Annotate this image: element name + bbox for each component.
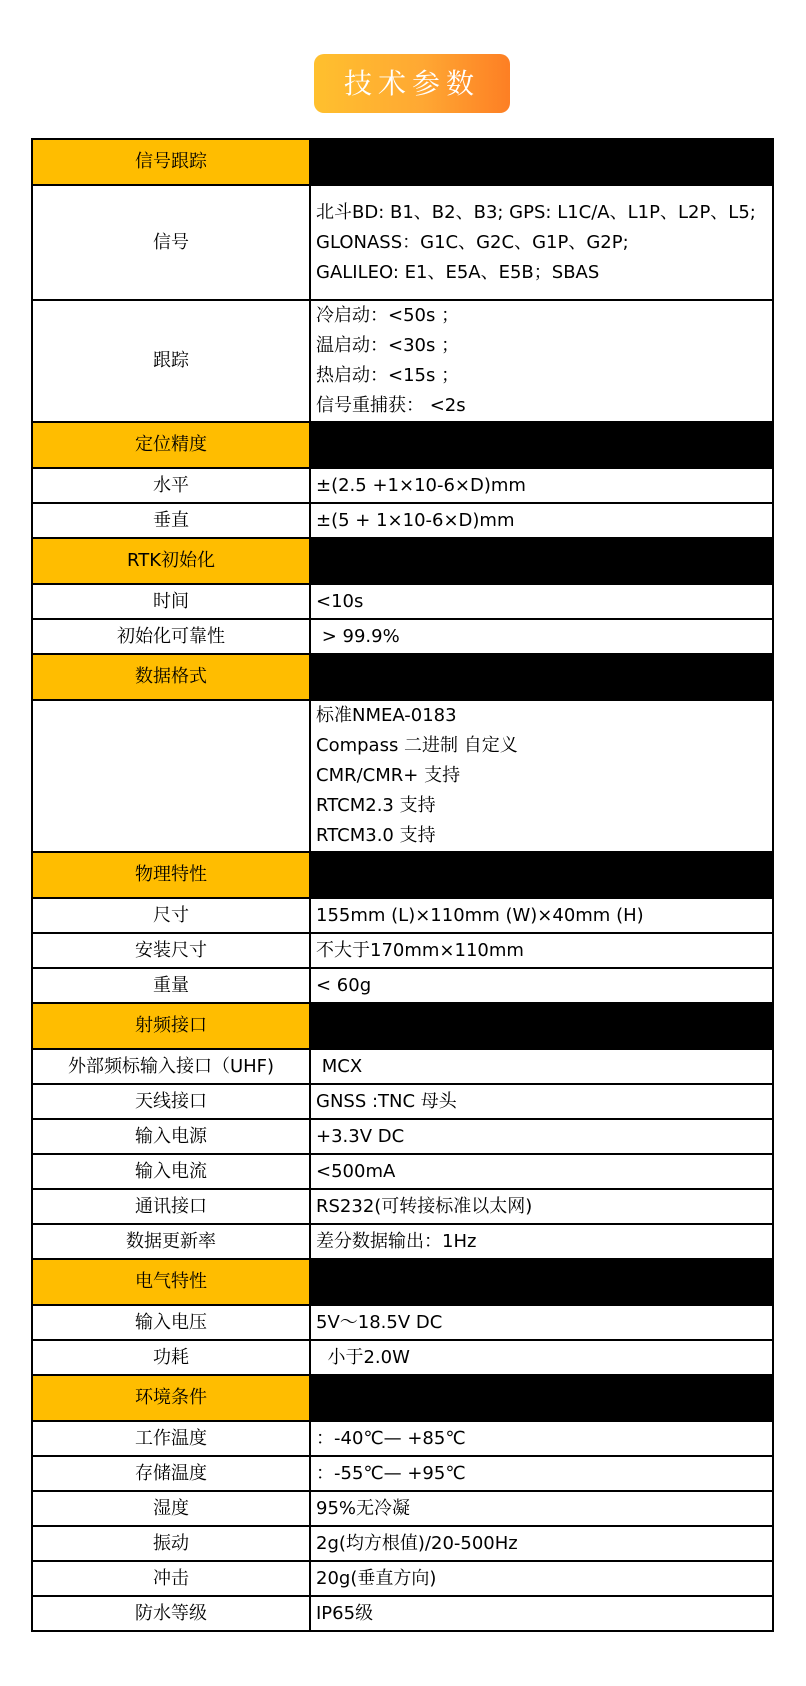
spec-value bbox=[310, 584, 773, 619]
spec-value-line: ±(2.5 +1×10-6×D)mm bbox=[316, 474, 526, 496]
spec-label: 安装尺寸 bbox=[32, 933, 310, 968]
spec-label: 输入电压 bbox=[32, 1305, 310, 1340]
spec-row bbox=[32, 503, 773, 538]
spec-value bbox=[310, 1224, 773, 1259]
spec-row bbox=[32, 1305, 773, 1340]
spec-value bbox=[310, 300, 773, 422]
spec-value-line: ±(5 + 1×10-6×D)mm bbox=[316, 509, 515, 531]
section-bar bbox=[310, 1003, 773, 1049]
spec-value bbox=[310, 1154, 773, 1189]
spec-value bbox=[310, 1596, 773, 1631]
spec-label: 防水等级 bbox=[32, 1596, 310, 1631]
spec-label: 重量 bbox=[32, 968, 310, 1003]
spec-value-line: 热启动：<15s ； bbox=[316, 365, 460, 386]
spec-value-line: GNSS :TNC 母头 bbox=[316, 1090, 457, 1112]
spec-row bbox=[32, 1421, 773, 1456]
section-header bbox=[32, 852, 773, 898]
section-title: 定位精度 bbox=[32, 422, 310, 468]
spec-label bbox=[32, 700, 310, 852]
spec-label: 天线接口 bbox=[32, 1084, 310, 1119]
spec-row bbox=[32, 1596, 773, 1631]
spec-row bbox=[32, 933, 773, 968]
spec-value bbox=[310, 1119, 773, 1154]
page-title: 技术参数 bbox=[343, 67, 480, 100]
section-title: 信号跟踪 bbox=[32, 139, 310, 185]
spec-label: 存储温度 bbox=[32, 1456, 310, 1491]
section-bar bbox=[310, 654, 773, 700]
section-header bbox=[32, 1259, 773, 1305]
spec-row bbox=[32, 1084, 773, 1119]
spec-value bbox=[310, 185, 773, 300]
section-title: RTK初始化 bbox=[32, 538, 310, 584]
spec-value-line: 标准NMEA-0183 bbox=[316, 705, 457, 726]
section-title: 环境条件 bbox=[32, 1375, 310, 1421]
spec-label: 水平 bbox=[32, 468, 310, 503]
spec-value-line: 不大于170mm×110mm bbox=[316, 939, 524, 961]
spec-value-line: RTCM2.3 支持 bbox=[316, 795, 436, 816]
section-title: 物理特性 bbox=[32, 852, 310, 898]
spec-value-line: 5V～18.5V DC bbox=[316, 1311, 443, 1333]
spec-value bbox=[310, 1421, 773, 1456]
spec-row bbox=[32, 300, 773, 422]
section-bar bbox=[310, 538, 773, 584]
section-bar bbox=[310, 1375, 773, 1421]
spec-row bbox=[32, 1119, 773, 1154]
spec-row bbox=[32, 1491, 773, 1526]
spec-row bbox=[32, 1340, 773, 1375]
spec-row bbox=[32, 584, 773, 619]
section-header bbox=[32, 1375, 773, 1421]
spec-label: 初始化可靠性 bbox=[32, 619, 310, 654]
spec-value bbox=[310, 1049, 773, 1084]
spec-value-line: ：-55℃— +95℃ bbox=[316, 1462, 466, 1484]
spec-value-line: 冷启动：<50s ； bbox=[316, 305, 460, 326]
spec-value-line: IP65级 bbox=[316, 1602, 374, 1624]
spec-row bbox=[32, 1154, 773, 1189]
spec-value bbox=[310, 1340, 773, 1375]
spec-row bbox=[32, 1049, 773, 1084]
spec-value bbox=[310, 1305, 773, 1340]
spec-value bbox=[310, 1084, 773, 1119]
spec-value-line: RTCM3.0 支持 bbox=[316, 825, 436, 846]
spec-row bbox=[32, 1526, 773, 1561]
spec-value bbox=[310, 503, 773, 538]
section-title: 射频接口 bbox=[32, 1003, 310, 1049]
spec-row bbox=[32, 898, 773, 933]
spec-value-line: MCX bbox=[316, 1055, 363, 1077]
spec-value-line: 温启动：<30s ； bbox=[316, 335, 460, 356]
spec-value-line: 差分数据输出：1Hz bbox=[316, 1230, 477, 1252]
spec-label: 振动 bbox=[32, 1526, 310, 1561]
section-bar bbox=[310, 1259, 773, 1305]
spec-value-line: 2g(均方根值)/20-500Hz bbox=[316, 1532, 518, 1554]
section-bar bbox=[310, 852, 773, 898]
spec-table bbox=[31, 138, 774, 1632]
section-bar bbox=[310, 422, 773, 468]
spec-row bbox=[32, 1456, 773, 1491]
spec-label: 输入电流 bbox=[32, 1154, 310, 1189]
spec-value bbox=[310, 619, 773, 654]
spec-table-body bbox=[32, 139, 773, 1631]
section-header bbox=[32, 538, 773, 584]
spec-value-line: ：-40℃— +85℃ bbox=[316, 1427, 466, 1449]
spec-value bbox=[310, 1526, 773, 1561]
spec-row bbox=[32, 1189, 773, 1224]
spec-value bbox=[310, 933, 773, 968]
spec-row bbox=[32, 619, 773, 654]
spec-value-line: GLONASS：G1C、G2C、G1P、G2P; bbox=[316, 231, 629, 253]
spec-value-line: RS232(可转接标准以太网) bbox=[316, 1195, 533, 1217]
spec-row bbox=[32, 185, 773, 300]
spec-label: 冲击 bbox=[32, 1561, 310, 1596]
page-title-badge bbox=[314, 54, 510, 113]
spec-value bbox=[310, 1561, 773, 1596]
spec-value bbox=[310, 700, 773, 852]
spec-label: 输入电源 bbox=[32, 1119, 310, 1154]
spec-row bbox=[32, 1224, 773, 1259]
spec-value-line: 北斗BD: B1、B2、B3; GPS: L1C/A、L1P、L2P、L5; bbox=[316, 201, 756, 223]
spec-label: 数据更新率 bbox=[32, 1224, 310, 1259]
spec-value-line: > 99.9% bbox=[316, 625, 400, 647]
section-header bbox=[32, 1003, 773, 1049]
spec-label: 湿度 bbox=[32, 1491, 310, 1526]
spec-value bbox=[310, 468, 773, 503]
spec-value-line: 155mm (L)×110mm (W)×40mm (H) bbox=[316, 904, 644, 926]
spec-label: 信号 bbox=[32, 185, 310, 300]
spec-value-line: GALILEO: E1、E5A、E5B；SBAS bbox=[316, 261, 600, 283]
section-header bbox=[32, 139, 773, 185]
spec-label: 尺寸 bbox=[32, 898, 310, 933]
spec-label: 时间 bbox=[32, 584, 310, 619]
spec-value-line: 20g(垂直方向) bbox=[316, 1567, 437, 1589]
spec-value bbox=[310, 968, 773, 1003]
section-header bbox=[32, 422, 773, 468]
section-header bbox=[32, 654, 773, 700]
spec-value-line: 小于2.0W bbox=[316, 1346, 410, 1368]
spec-row bbox=[32, 700, 773, 852]
section-bar bbox=[310, 139, 773, 185]
spec-value-line: 信号重捕获： <2s bbox=[316, 395, 466, 416]
spec-label: 跟踪 bbox=[32, 300, 310, 422]
spec-value-line: Compass 二进制 自定义 bbox=[316, 735, 518, 756]
spec-label: 功耗 bbox=[32, 1340, 310, 1375]
spec-value-line: <500mA bbox=[316, 1160, 396, 1182]
spec-value bbox=[310, 1456, 773, 1491]
spec-value-line: CMR/CMR+ 支持 bbox=[316, 765, 461, 786]
spec-row bbox=[32, 468, 773, 503]
spec-row bbox=[32, 1561, 773, 1596]
spec-value-line: 95%无冷凝 bbox=[316, 1497, 411, 1519]
spec-label: 通讯接口 bbox=[32, 1189, 310, 1224]
spec-label: 垂直 bbox=[32, 503, 310, 538]
section-title: 电气特性 bbox=[32, 1259, 310, 1305]
spec-value bbox=[310, 1189, 773, 1224]
spec-value bbox=[310, 898, 773, 933]
spec-value-line: +3.3V DC bbox=[316, 1125, 405, 1147]
spec-label: 外部频标输入接口（UHF) bbox=[32, 1049, 310, 1084]
spec-value bbox=[310, 1491, 773, 1526]
spec-value-line: <10s bbox=[316, 590, 364, 612]
spec-row bbox=[32, 968, 773, 1003]
spec-label: 工作温度 bbox=[32, 1421, 310, 1456]
section-title: 数据格式 bbox=[32, 654, 310, 700]
spec-value-line: < 60g bbox=[316, 974, 372, 996]
